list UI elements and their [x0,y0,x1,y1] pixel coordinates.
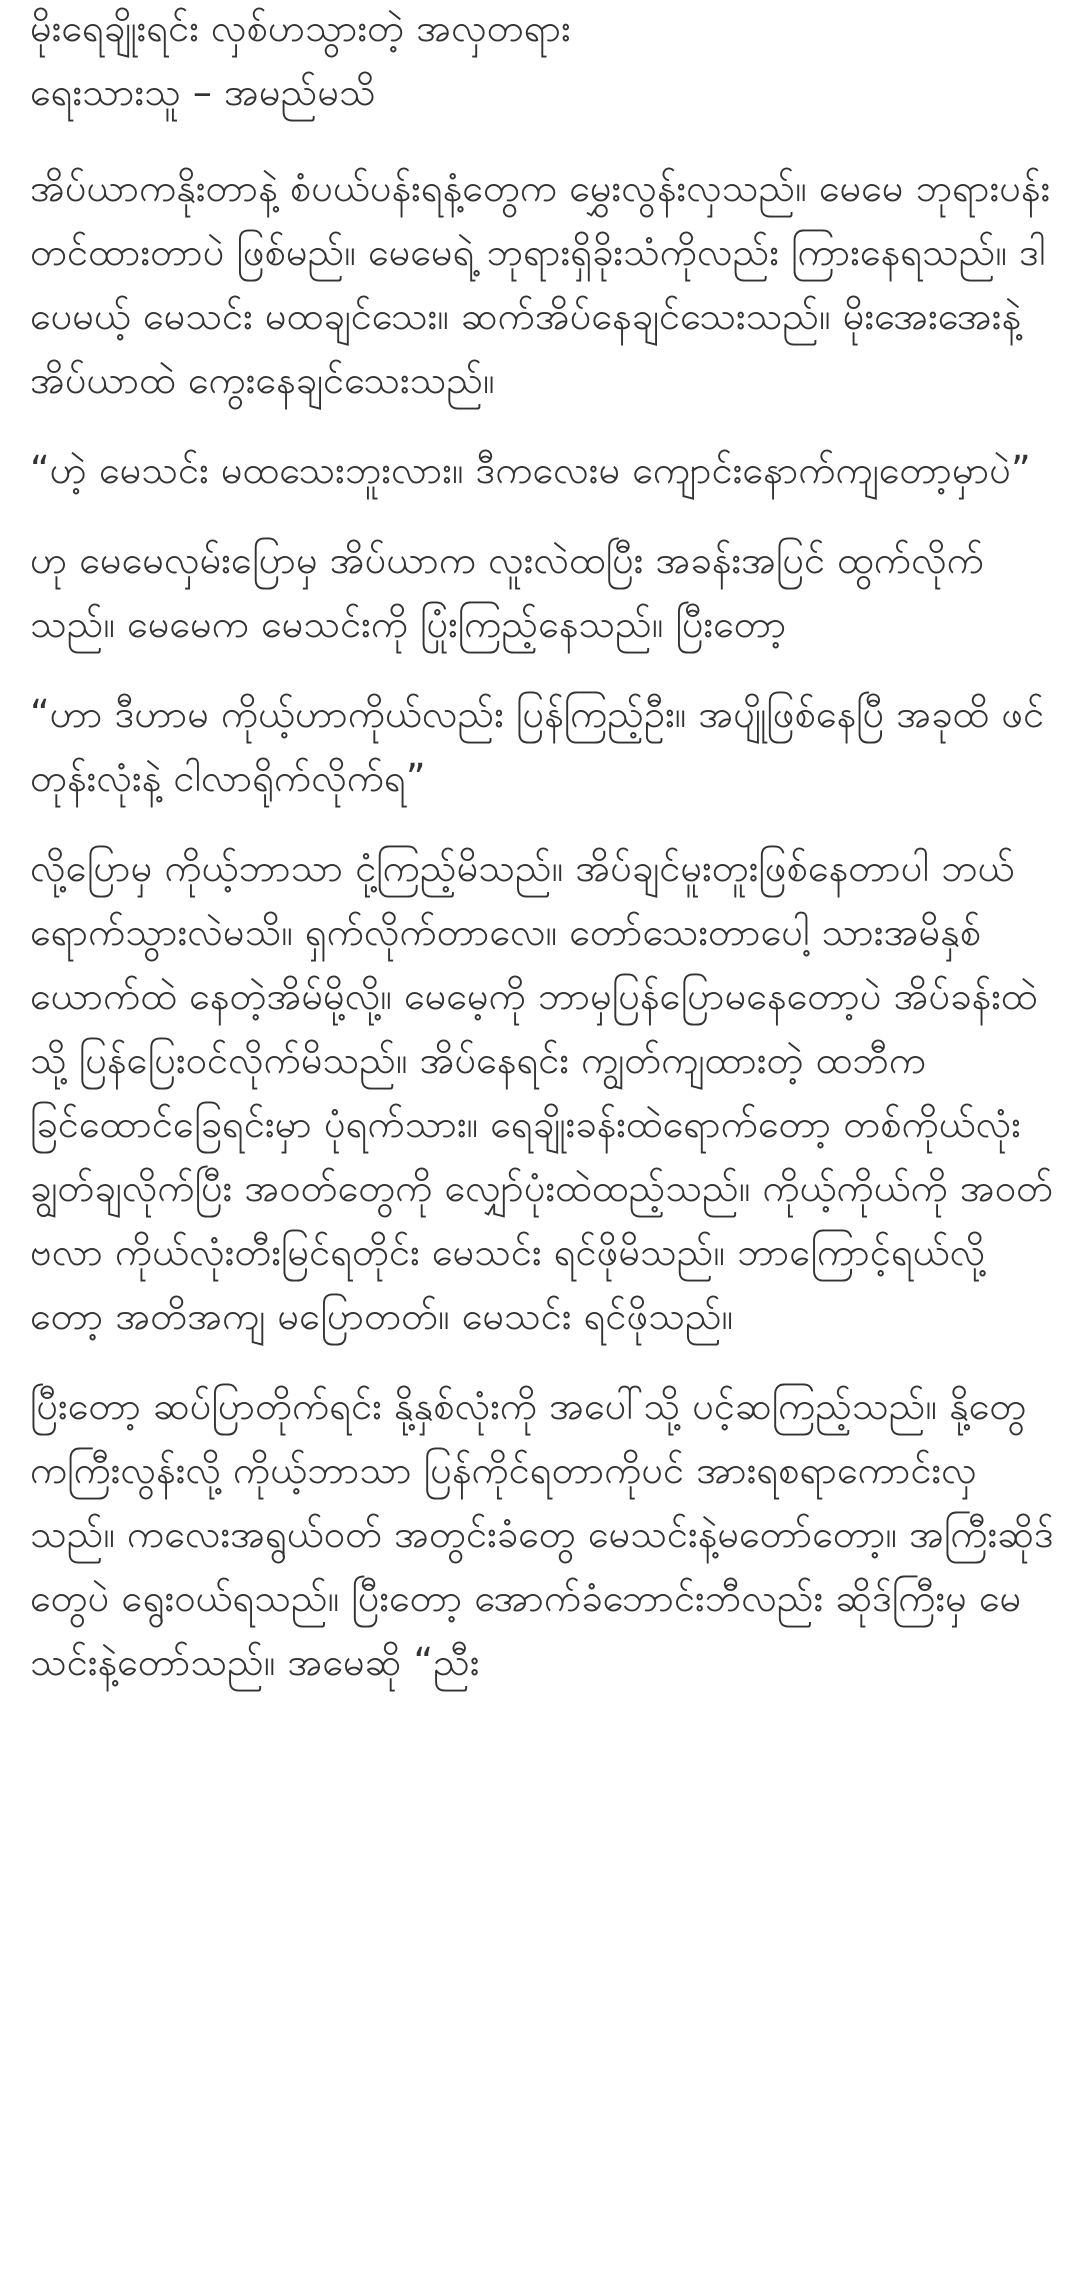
article [30,0,1055,2288]
paragraph: လို့ပြောမှ ကိုယ့်ဘာသာ ငုံ့ကြည့်မိသည်။ အိပ်ချင်မူးတူးဖြစ်နေတာပါ ဘယ်ရောက်သွားလဲမသိ။ ရှက်လိုက်တာလေ။ တော်သေးတာပေါ့ သားအမိနှစ်ယောက်ထဲ နေတဲ့အိမ်မို့လို့။ မေမေ့ကို ဘာမှပြန်ပြောမနေတော့ပဲ အိပ်ခန်းထဲသို့ ပြန်ပြေးဝင်လိုက်မိသည်။ အိပ်နေရင်း ကျွတ်ကျထားတဲ့ ထဘီက ခြင်ထောင်ခြေရင်းမှာ ပုံရက်သား။ ရေချိုးခန်းထဲရောက်တော့ တစ်ကိုယ်လုံး ချွတ်ချလိုက်ပြီး အဝတ်တွေကို လျှော်ပုံးထဲထည့်သည်။ ကိုယ့်ကိုယ်ကို အဝတ်ဗလာ ကိုယ်လုံးတီးမြင်ရတိုင်း မေသင်း ရင်ဖိုမိသည်။ ဘာကြောင့်ရယ်လို့တော့ အတိအကျ မပြောတတ်။ မေသင်း ရင်ဖိုသည်။ [30,846,1054,1338]
dialogue-paragraph: “ဟာ ဒီဟာမ ကိုယ့်ဟာကိုယ်လည်း ပြန်ကြည့်ဦး။ အပျိုဖြစ်နေပြီ အခုထိ ဖင်တုန်းလုံးနဲ့ ငါလာရိုက်လိုက်ရ” [30,692,1045,800]
dialogue-paragraph: “ဟဲ့ မေသင်း မထသေးဘူးလား။ ဒီကလေးမ ကျောင်းနောက်ကျတော့မှာပဲ” [30,448,1031,492]
paragraph: အိပ်ယာကနိုးတာနဲ့ စံပယ်ပန်းရနံ့တွေက မွှေးလွန်းလှသည်။ မေမေ ဘုရားပန်းတင်ထားတာပဲ ဖြစ်မည်။ မေမေရဲ့ ဘုရားရှိခိုးသံကိုလည်း ကြားနေရသည်။ ဒါပေမယ့် မေသင်း မထချင်သေး။ ဆက်အိပ်နေချင်သေးသည်။ မိုးအေးအေးနဲ့ အိပ်ယာထဲ ကွေးနေချင်သေးသည်။ [30,166,1051,402]
paragraph: ပြီးတော့ ဆပ်ပြာတိုက်ရင်း နို့နှစ်လုံးကို အပေါ်သို့ ပင့်ဆကြည့်သည်။ နို့တွေကကြီးလွန်းလို့ ကိုယ့်ဘာသာ ပြန်ကိုင်ရတာကိုပင် အားရစရာကောင်းလှသည်။ ကလေးအရွယ်ဝတ် အတွင်းခံတွေ မေသင်းနဲ့မတော်တော့။ အကြီးဆိုဒ်တွေပဲ ရွေးဝယ်ရသည်။ ပြီးတော့ အောက်ခံဘောင်းဘီလည်း ဆိုဒ်ကြီးမှ မေသင်းနဲ့တော်သည်။ အမေဆို “ညီး [30,1384,1054,1684]
article-header [30,0,1055,124]
paragraph: ဟု မေမေလှမ်းပြောမှ အိပ်ယာက လူးလဲထပြီး အခန်းအပြင် ထွက်လိုက်သည်။ မေမေက မေသင်းကို ပြုံးကြည့်နေသည်။ ပြီးတော့ [30,538,984,646]
author-line: ရေးသားသူ – အမည်မသိ [30,70,376,114]
article-title: မိုးရေချိုးရင်း လှစ်ဟသွားတဲ့ အလှတရား [30,6,571,50]
